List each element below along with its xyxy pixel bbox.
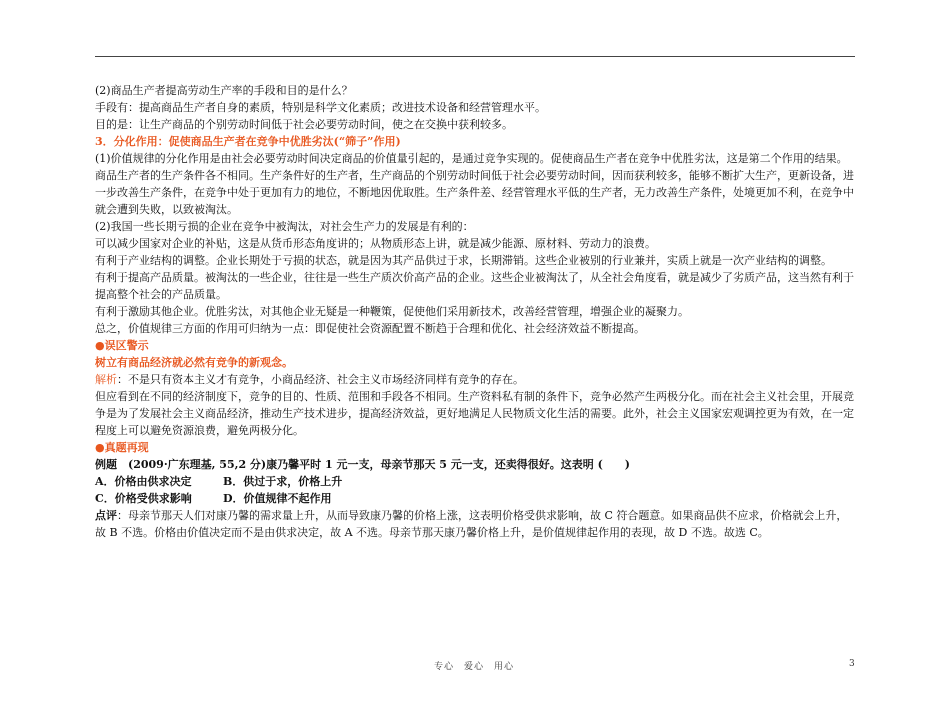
warning-heading-line: [95, 337, 857, 354]
paragraph-2: 商品生产者的生产条件各不相同。生产条件好的生产者，生产商品的个别劳动时间低于社会必要劳动时间，因而获利较多，能够不断扩大生产，更新设备，进一步改善生产条件，在竞争中处于更加有力的地位，不断地因优取胜。生产条件差、经营管理水平低的生产者，无力改善生产条件，处境更加不利，在竞争中就会遭到失败，以致被淘汰。: [95, 169, 854, 216]
option-a: A．价格由供求决定: [95, 475, 192, 488]
paragraph-3: (2)我国一些长期亏损的企业在竞争中被淘汰，对社会生产力的发展是有利的：: [95, 220, 474, 233]
section-3-heading: 3．分化作用：促使商品生产者在竞争中优胜劣汰(“筛子”作用): [95, 135, 401, 148]
bullet-icon: ●: [95, 339, 105, 352]
options-row-1: [95, 473, 857, 490]
analysis-line-1: [95, 371, 857, 388]
options-row-2: [95, 490, 857, 507]
paragraph-7: 有利于激励其他企业。优胜劣汰，对其他企业无疑是一种鞭策，促使他们采用新技术，改善经营管理，增强企业的凝聚力。: [95, 305, 689, 318]
real-heading-line: [95, 439, 857, 456]
option-b: B．供过于求，价格上升: [223, 475, 343, 488]
analysis-text-1: ：不是只有资本主义才有竞争，小商品经济、社会主义市场经济同样有竞争的存在。: [117, 373, 524, 386]
footer-slogan: 专心 爱心 用心: [434, 662, 515, 672]
real-heading: 真题再现: [104, 441, 149, 454]
question-2-title: (2)商品生产者提高劳动生产率的手段和目的是什么？: [95, 84, 353, 97]
comment-label: 点评: [95, 509, 117, 522]
analysis-line-2: 但应看到在不同的经济制度下，竞争的目的、性质、范围和手段各不相同。生产资料私有制的条件下，竞争必然产生两极分化。而在社会主义社会里，开展竞争是为了发展社会主义商品经济，推动生产技术进步，提高经济效益，更好地满足人民物质文化生活的需要。此外，社会主义国家宏观调控更为有效，在一定程度上可以避免资源浪费，避免两极分化。: [95, 390, 854, 437]
paragraph-8: 总之，价值规律三方面的作用可归纳为一点：即促使社会资源配置不断趋于合理和优化、社会经济效益不断提高。: [95, 322, 645, 335]
warning-title: 树立有商品经济就必然有竞争的新观念。: [95, 356, 293, 369]
option-c: C．价格受供求影响: [95, 492, 192, 505]
example-question: 例题 (2009·广东理基, 55,2 分)康乃馨平时 1 元一支，母亲节那天 5 元一支，还卖得很好。这表明 ( ): [95, 458, 630, 471]
question-2-purpose: 目的是：让生产商品的个别劳动时间低于社会必要劳动时间，使之在交换中获利较多。: [95, 118, 513, 131]
paragraph-6: 有利于提高产品质量。被淘汰的一些企业，往往是一些生产质次价高产品的企业。这些企业被淘汰了，从全社会角度看，就是减少了劣质产品，这当然有利于提高整个社会的产品质量。: [95, 271, 854, 301]
bullet-icon: ●: [95, 441, 105, 454]
paragraph-4: 可以减少国家对企业的补贴，这是从货币形态角度讲的；从物质形态上讲，就是减少能源、原材料、劳动力的浪费。: [95, 237, 656, 250]
question-2-means: 手段有：提高商品生产者自身的素质，特别是科学文化素质；改进技术设备和经营管理水平。: [95, 101, 546, 114]
page-body: [95, 82, 857, 541]
header-rule: [95, 56, 855, 57]
analysis-label: 解析: [95, 373, 117, 386]
page-number: 3: [849, 659, 855, 669]
warning-heading: 误区警示: [104, 339, 149, 352]
comment: [95, 507, 857, 541]
paragraph-5: 有利于产业结构的调整。企业长期处于亏损的状态，就是因为其产品供过于求，长期滞销。这些企业被别的行业兼并，实质上就是一次产业结构的调整。: [95, 254, 832, 267]
paragraph-1: (1)价值规律的分化作用是由社会必要劳动时间决定商品的价值量引起的，是通过竞争实现的。促使商品生产者在竞争中优胜劣汰，这是第二个作用的结果。: [95, 152, 848, 165]
comment-text: ：母亲节那天人们对康乃馨的需求量上升，从而导致康乃馨的价格上涨，这表明价格受供求影响，故 C 符合题意。如果商品供不应求，价格就会上升，故 B 不选。价格由价值决定而不是由供求决定，故 A 不选。母亲节那天康乃馨价格上升，是价值规律起作用的表现，故 D 不选。故选 C。: [95, 509, 848, 539]
option-d: D．价值规律不起作用: [223, 492, 332, 505]
